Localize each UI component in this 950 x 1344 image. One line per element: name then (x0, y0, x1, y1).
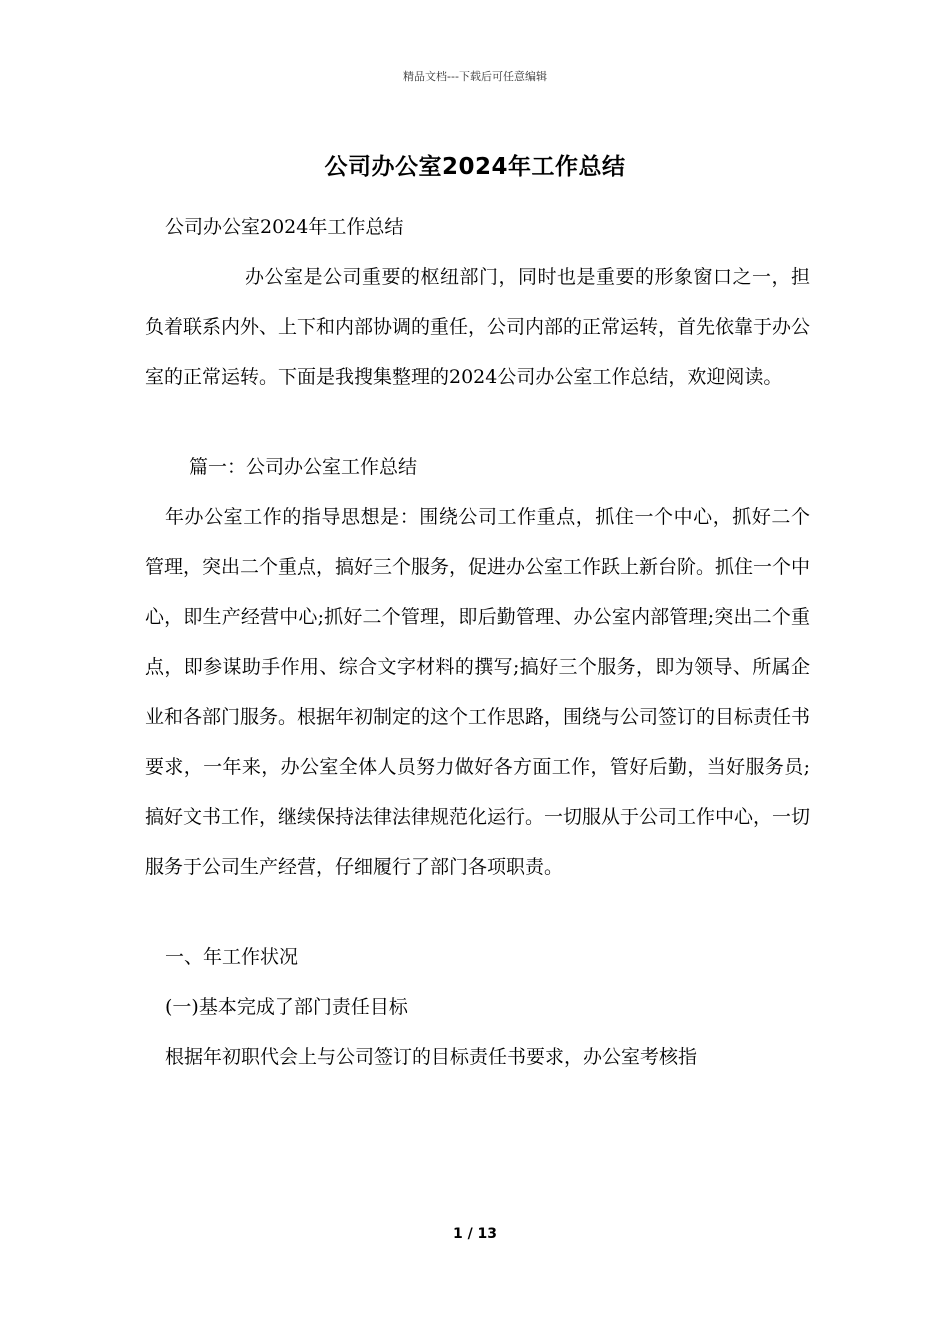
work-status-heading: 一、年工作状况 (165, 946, 299, 968)
document-subtitle: 公司办公室2024年工作总结 (165, 216, 404, 238)
section-one-heading: 篇一：公司办公室工作总结 (189, 456, 418, 478)
header-note: 精品文档---下载后可任意编辑 (403, 70, 547, 83)
document-title: 公司办公室2024年工作总结 (324, 154, 626, 180)
document-body (145, 202, 810, 1082)
responsibility-goals-heading: (一)基本完成了部门责任目标 (165, 996, 408, 1018)
assessment-paragraph: 根据年初职代会上与公司签订的目标责任书要求，办公室考核指 (165, 1046, 698, 1068)
page-number: 1 / 13 (452, 1226, 498, 1242)
intro-paragraph: 办公室是公司重要的枢纽部门，同时也是重要的形象窗口之一，担负着联系内外、上下和内部协调的重任，公司内部的正常运转，首先依靠于办公室的正常运转。下面是我搜集整理的2024公司办公室工作总结，欢迎阅读。 (145, 266, 811, 388)
section-one-paragraph: 年办公室工作的指导思想是：围绕公司工作重点，抓住一个中心，抓好二个管理，突出二个重点，搞好三个服务，促进办公室工作跃上新台阶。抓住一个中心，即生产经营中心;抓好二个管理，即后勤管理、办公室内部管理;突出二个重点，即参谋助手作用、综合文字材料的撰写;搞好三个服务，即为领导、所属企业和各部门服务。根据年初制定的这个工作思路，围绕与公司签订的目标责任书要求，一年来，办公室全体人员努力做好各方面工作，管好后勤，当好服务员;搞好文书工作，继续保持法律法律规范化运行。一切服从于公司工作中心，一切服务于公司生产经营，仔细履行了部门各项职责。 (145, 506, 811, 878)
